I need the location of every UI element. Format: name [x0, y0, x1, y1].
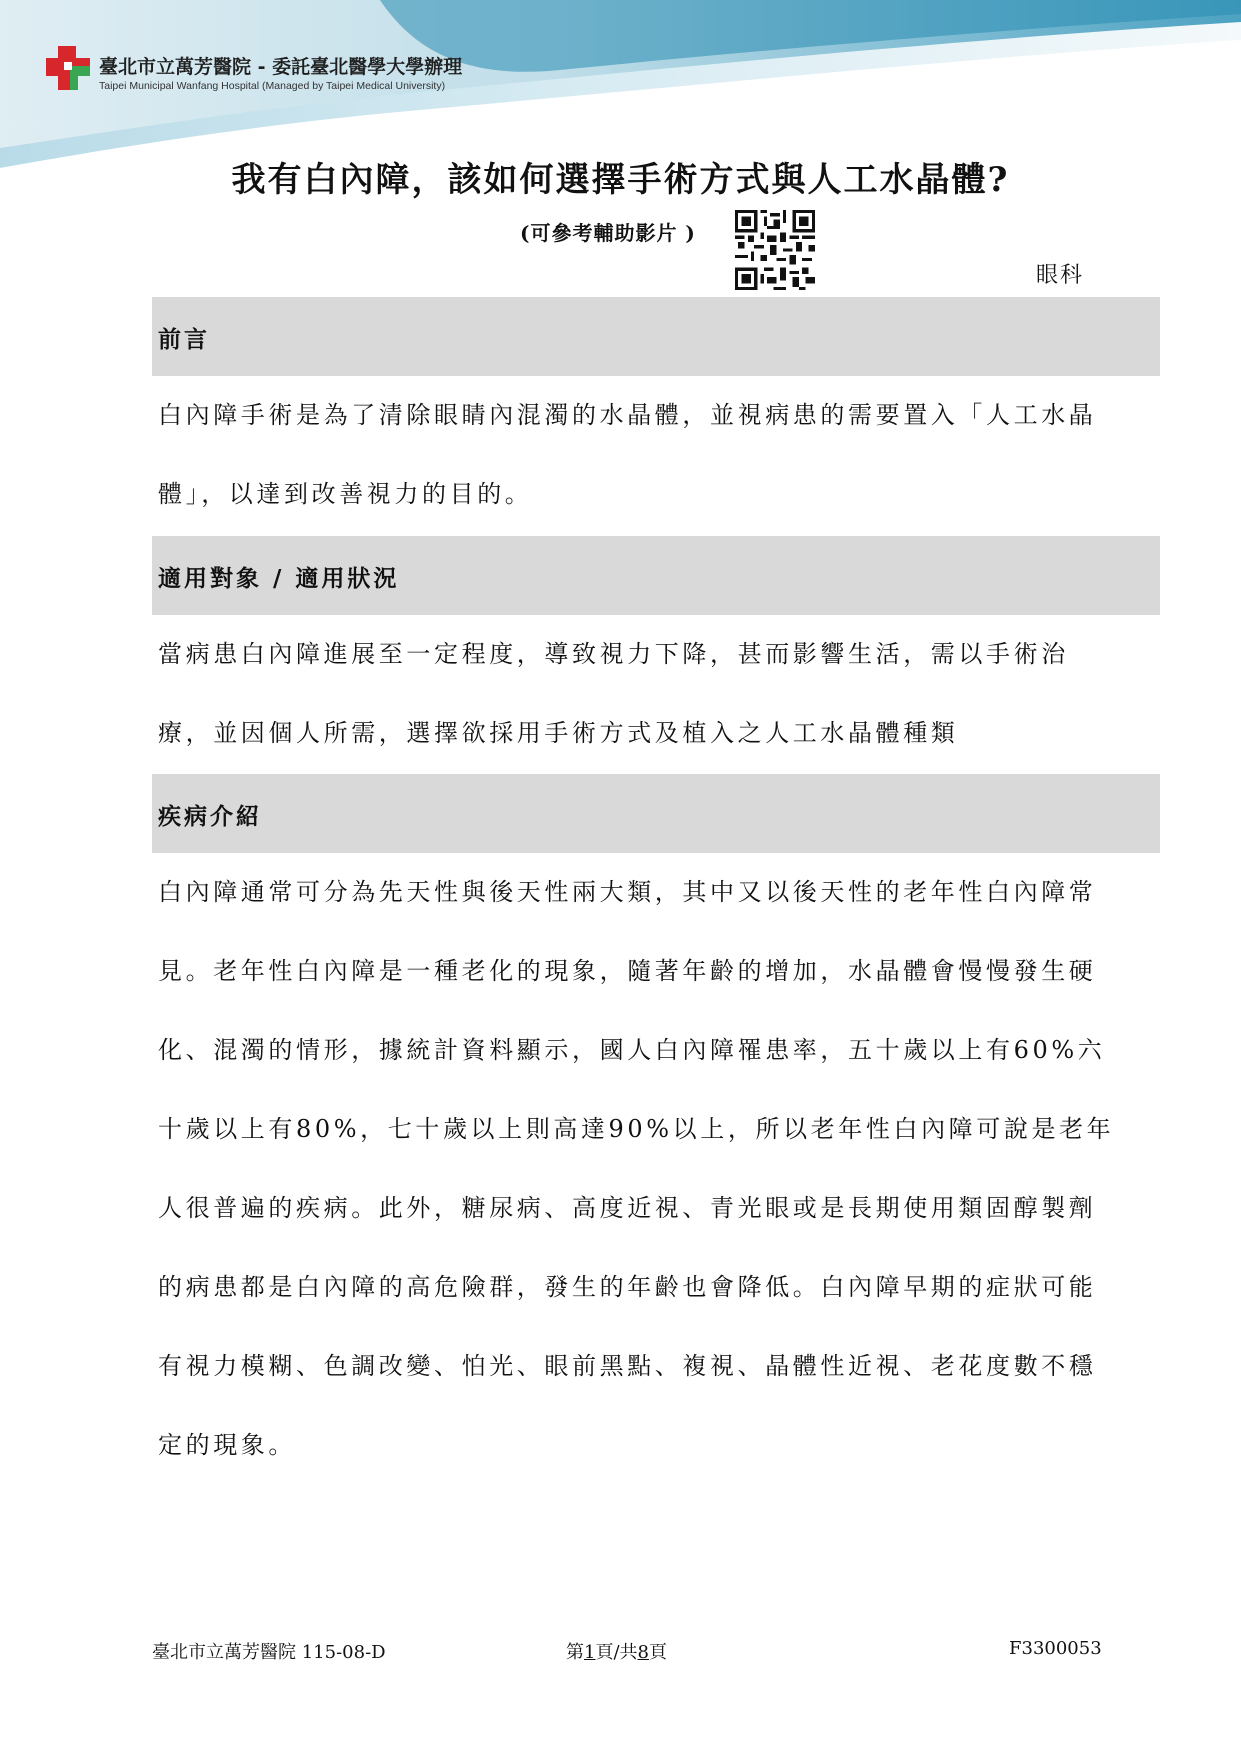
- section-heading-disease: [152, 774, 1160, 853]
- section-heading-text: 疾病介紹: [158, 803, 262, 830]
- indications-paragraph: [158, 615, 1158, 773]
- section-heading-indications: [152, 536, 1160, 615]
- section-heading-text: 適用對象 / 適用狀況: [158, 565, 400, 592]
- section-heading-text: 前言: [158, 326, 210, 353]
- paragraph-line: 當病患白內障進展至一定程度，導致視力下降，甚而影響生活，需以手術治: [158, 640, 1069, 668]
- hospital-name-en: Taipei Municipal Wanfang Hospital (Managed by Taipei Medical University): [99, 80, 446, 92]
- page-current: 1: [584, 1642, 596, 1663]
- paragraph-line: 療，並因個人所需，選擇欲採用手術方式及植入之人工水晶體種類: [158, 719, 959, 747]
- paragraph-line: 有視力模糊、色調改變、怕光、眼前黑點、複視、晶體性近視、老花度數不穩: [158, 1352, 1097, 1380]
- paragraph-line: 人很普遍的疾病。此外，糖尿病、高度近視、青光眼或是長期使用類固醇製劑: [158, 1194, 1097, 1222]
- page-mid: 頁/共: [595, 1642, 638, 1663]
- paragraph-line: 的病患都是白內障的高危險群，發生的年齡也會降低。白內障早期的症狀可能: [158, 1273, 1097, 1301]
- paragraph-line: 定的現象。: [158, 1431, 296, 1459]
- hospital-name-zh: 臺北市立萬芳醫院 - 委託臺北醫學大學辦理: [99, 56, 463, 78]
- department-label: 眼科: [1036, 263, 1085, 288]
- footer-page-number: [566, 1638, 667, 1664]
- intro-paragraph: [158, 376, 1158, 534]
- section-heading-intro: [152, 297, 1160, 376]
- video-reference-note: (可參考輔助影片 ): [520, 221, 696, 245]
- footer-document-code: 臺北市立萬芳醫院 115-08-D: [152, 1642, 386, 1663]
- paragraph-line: 十歲以上有80%，七十歲以上則高達90%以上，所以老年性白內障可說是老年: [158, 1115, 1115, 1143]
- paragraph-line: 白內障手術是為了清除眼睛內混濁的水晶體，並視病患的需要置入「人工水晶: [158, 401, 1097, 429]
- footer-form-number: F3300053: [1009, 1638, 1102, 1659]
- page-suffix: 頁: [648, 1642, 667, 1663]
- page-total: 8: [637, 1642, 649, 1663]
- paragraph-line: 化、混濁的情形，據統計資料顯示，國人白內障罹患率，五十歲以上有60%六: [158, 1036, 1106, 1064]
- page-prefix: 第: [566, 1642, 584, 1663]
- qr-code-icon[interactable]: [735, 210, 815, 290]
- paragraph-line: 體」，以達到改善視力的目的。: [158, 480, 533, 508]
- paragraph-line: 見。老年性白內障是一種老化的現象，隨著年齡的增加，水晶體會慢慢發生硬: [158, 957, 1097, 985]
- disease-paragraph: [158, 853, 1158, 1485]
- document-title: 我有白內障，該如何選擇手術方式與人工水晶體?: [231, 160, 1010, 200]
- paragraph-line: 白內障通常可分為先天性與後天性兩大類，其中又以後天性的老年性白內障常: [158, 878, 1097, 906]
- hospital-cross-logo-icon: [44, 44, 92, 92]
